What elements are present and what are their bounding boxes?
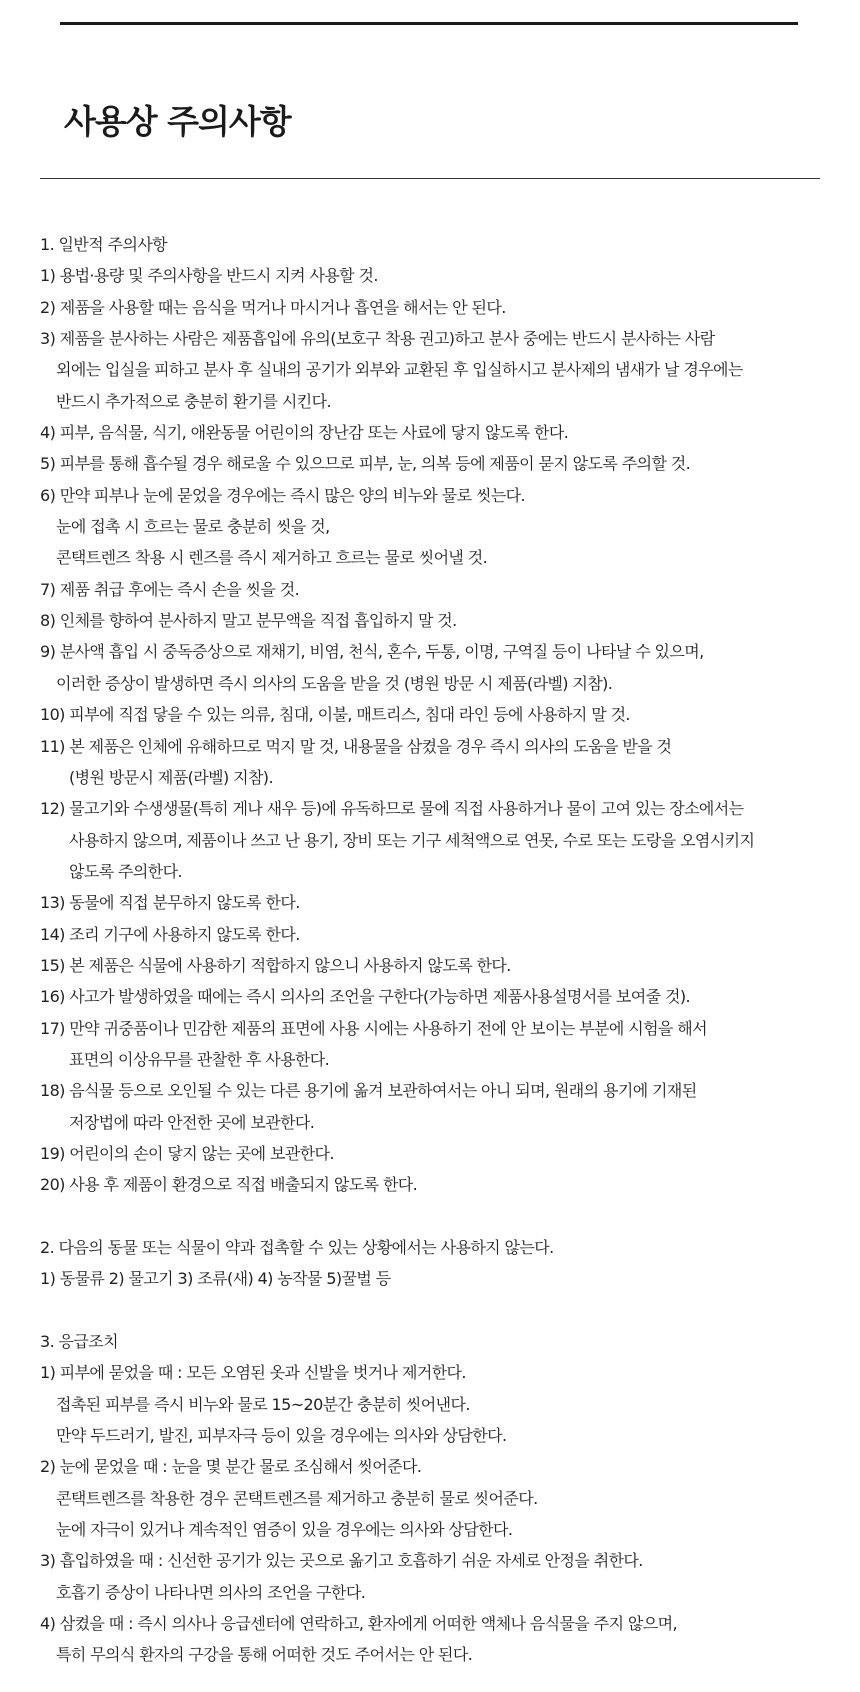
list-item-text: 10) 피부에 직접 닿을 수 있는 의류, 침대, 이불, 매트리스, 침대 라인 등에 사용하지 말 것. (40, 705, 630, 725)
section-heading: 2. 다음의 동물 또는 식물이 약과 접촉할 수 있는 상황에서는 사용하지 않는다. (40, 1238, 554, 1257)
list-item-text: 1) 동물류 2) 물고기 3) 조류(새) 4) 농작물 5)꿀벌 등 (40, 1269, 391, 1289)
list-item-text: 6) 만약 피부나 눈에 묻었을 경우에는 즉시 많은 양의 비누와 물로 씻는다. (40, 485, 526, 505)
list-item (40, 1357, 830, 1451)
list-item-text: 14) 조리 기구에 사용하지 않도록 한다. (40, 924, 300, 944)
page-title: 사용상 주의사항 (64, 102, 291, 141)
list-item (40, 1263, 830, 1294)
list-item-continuation: 특히 무의식 환자의 구강을 통해 어떠한 것도 주어서는 안 된다. (56, 1645, 473, 1665)
list-item (40, 448, 830, 479)
list-item-continuation: 표면의 이상유무를 관찰한 후 사용한다. (69, 1049, 330, 1069)
list-item-text: 17) 만약 귀중품이나 민감한 제품의 표면에 사용 시에는 사용하기 전에 안 보이는 부분에 시험을 해서 (40, 1018, 707, 1038)
list-item (40, 1608, 830, 1671)
list-item-text: 9) 분사액 흡입 시 중독증상으로 재채기, 비염, 천식, 혼수, 두통, 이명, 구역질 등이 나타날 수 있으며, (40, 642, 704, 662)
list-item-text: 2) 눈에 묻었을 때 : 눈을 몇 분간 물로 조심해서 씻어준다. (40, 1457, 422, 1477)
list-item-text: 7) 제품 취급 후에는 즉시 손을 씻을 것. (40, 579, 300, 599)
list-item-continuation: 사용하지 않으며, 제품이나 쓰고 난 용기, 장비 또는 기구 세척액으로 연못, 수로 또는 도랑을 오염시키지 (69, 830, 755, 850)
list-item (40, 919, 830, 950)
list-item-text: 2) 제품을 사용할 때는 음식을 먹거나 마시거나 흡연을 해서는 안 된다. (40, 297, 506, 317)
section-heading: 3. 응급조치 (40, 1332, 118, 1352)
title-divider (40, 178, 820, 179)
list-item-text: 1) 피부에 묻었을 때 : 모든 오염된 옷과 신발을 벗거나 제거한다. (40, 1363, 466, 1383)
list-item (40, 793, 830, 887)
list-item (40, 260, 830, 291)
list-item (40, 950, 830, 981)
list-item-text: 1) 용법·용량 및 주의사항을 반드시 지켜 사용할 것. (40, 266, 378, 286)
list-item (40, 1169, 830, 1200)
list-item (40, 731, 830, 794)
list-item-continuation: 외에는 입실을 피하고 분사 후 실내의 공기가 외부와 교환된 후 입실하시고 분사제의 냄새가 날 경우에는 (56, 360, 743, 380)
precautions-body (40, 229, 830, 1671)
list-item-continuation: (병원 방문시 제품(라벨) 지참). (69, 767, 273, 787)
list-item-continuation: 호흡기 증상이 나타나면 의사의 조언을 구한다. (56, 1582, 366, 1602)
section-heading: 1. 일반적 주의사항 (40, 235, 168, 254)
list-item-text: 13) 동물에 직접 분무하지 않도록 한다. (40, 893, 300, 913)
list-item-text: 12) 물고기와 수생생물(특히 게나 새우 등)에 유독하므로 물에 직접 사용하거나 물이 고여 있는 장소에서는 (40, 799, 744, 819)
section-2 (40, 1232, 830, 1295)
list-item-continuation: 콘택트렌즈 착용 시 렌즈를 즉시 제거하고 흐르는 물로 씻어낼 것. (56, 548, 488, 568)
list-item (40, 323, 830, 417)
list-item (40, 605, 830, 636)
list-item (40, 887, 830, 918)
list-item-continuation: 이러한 증상이 발생하면 즉시 의사의 도움을 받을 것 (병원 방문 시 제품(라벨) 지참). (56, 673, 613, 693)
list-item-text: 4) 피부, 음식물, 식기, 애완동물 어린이의 장난감 또는 사료에 닿지 않도록 한다. (40, 423, 569, 443)
list-item-text: 11) 본 제품은 인체에 유해하므로 먹지 말 것, 내용물을 삼켰을 경우 즉시 의사의 도움을 받을 것 (40, 736, 672, 756)
list-item (40, 981, 830, 1012)
list-item (40, 1138, 830, 1169)
list-item-text: 4) 삼켰을 때 : 즉시 의사나 응급센터에 연락하고, 환자에게 어떠한 액체나 음식물을 주지 않으며, (40, 1614, 677, 1634)
list-item (40, 1451, 830, 1545)
list-item (40, 480, 830, 574)
list-item-continuation: 눈에 접촉 시 흐르는 물로 충분히 씻을 것, (56, 517, 330, 537)
list-item-text: 8) 인체를 향하여 분사하지 말고 분무액을 직접 흡입하지 말 것. (40, 611, 457, 631)
list-item-text: 15) 본 제품은 식물에 사용하기 적합하지 않으니 사용하지 않도록 한다. (40, 955, 511, 975)
list-item (40, 699, 830, 730)
list-item-text: 20) 사용 후 제품이 환경으로 직접 배출되지 않도록 한다. (40, 1175, 418, 1195)
list-item-text: 16) 사고가 발생하였을 때에는 즉시 의사의 조언을 구한다(가능하면 제품사용설명서를 보여줄 것). (40, 987, 690, 1007)
list-item (40, 417, 830, 448)
list-item-text: 3) 흡입하였을 때 : 신선한 공기가 있는 곳으로 옮기고 호흡하기 쉬운 자세로 안정을 취한다. (40, 1551, 643, 1571)
list-item-continuation: 콘택트렌즈를 착용한 경우 콘택트렌즈를 제거하고 충분히 물로 씻어준다. (56, 1488, 538, 1508)
list-item-text: 3) 제품을 분사하는 사람은 제품흡입에 유의(보호구 착용 권고)하고 분사 중에는 반드시 분사하는 사람 (40, 329, 715, 349)
list-item-continuation: 않도록 주의한다. (69, 861, 182, 881)
list-item (40, 292, 830, 323)
list-item (40, 1545, 830, 1608)
list-item-continuation: 저장법에 따라 안전한 곳에 보관한다. (69, 1112, 315, 1132)
list-item (40, 1075, 830, 1138)
list-item-text: 19) 어린이의 손이 닿지 않는 곳에 보관한다. (40, 1143, 334, 1163)
list-item (40, 1013, 830, 1076)
top-divider (60, 22, 798, 25)
list-item-continuation: 접촉된 피부를 즉시 비누와 물로 15~20분간 충분히 씻어낸다. (56, 1394, 470, 1414)
list-item-continuation: 눈에 자극이 있거나 계속적인 염증이 있을 경우에는 의사와 상담한다. (56, 1520, 513, 1540)
list-item (40, 636, 830, 699)
list-item-text: 18) 음식물 등으로 오인될 수 있는 다른 용기에 옮겨 보관하여서는 아니 되며, 원래의 용기에 기재된 (40, 1081, 697, 1101)
section-1 (40, 229, 830, 1201)
list-item-text: 5) 피부를 통해 흡수될 경우 해로울 수 있으므로 피부, 눈, 의복 등에 제품이 묻지 않도록 주의할 것. (40, 454, 691, 474)
list-item-continuation: 반드시 추가적으로 충분히 환기를 시킨다. (56, 391, 331, 411)
list-item (40, 574, 830, 605)
list-item-continuation: 만약 두드러기, 발진, 피부자극 등이 있을 경우에는 의사와 상담한다. (56, 1426, 507, 1446)
section-3 (40, 1326, 830, 1671)
